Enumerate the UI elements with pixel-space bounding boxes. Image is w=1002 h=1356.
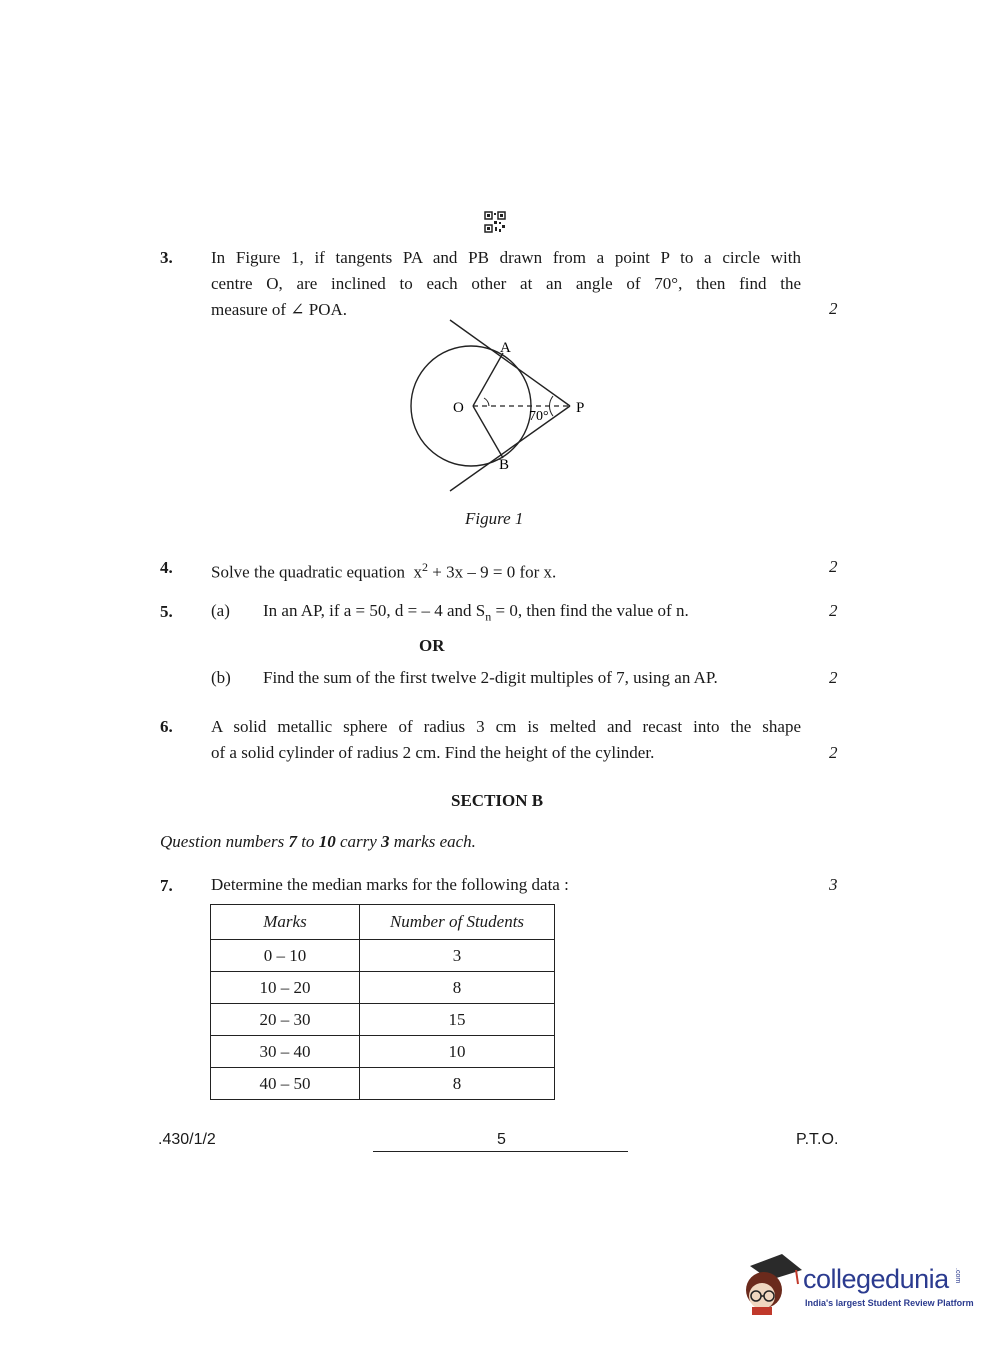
table-cell: 3 — [360, 940, 555, 972]
instructions-bold: 3 — [381, 832, 390, 851]
question-number: 6. — [160, 717, 173, 736]
table-cell: 8 — [360, 972, 555, 1004]
radius-oa — [473, 353, 503, 406]
question-6-line-1: A solid metallic sphere of radius 3 cm is melted and recast into the shape — [211, 717, 801, 736]
equation-x: x — [413, 562, 423, 582]
table-cell: 40 – 50 — [211, 1068, 360, 1100]
question-5a-marks: 2 — [829, 601, 838, 620]
table-cell: 30 – 40 — [211, 1036, 360, 1068]
collegedunia-mascot-logo — [742, 1250, 804, 1320]
section-title: SECTION B — [451, 791, 544, 810]
section-instructions — [160, 832, 476, 852]
question-number: 3. — [160, 248, 173, 267]
question-3-marks: 2 — [829, 299, 838, 318]
question-number: 5. — [160, 602, 173, 621]
angle-arc-p — [549, 396, 553, 416]
question-5a-text-2: = 0, then find the value of n. — [491, 601, 689, 620]
question-4-marks: 2 — [829, 557, 838, 576]
table-header-row — [211, 905, 555, 940]
equation-exponent: 2 — [422, 560, 429, 574]
question-3-line-1: In Figure 1, if tangents PA and PB drawn from a point P to a circle with — [211, 248, 801, 267]
question-number: 7. — [160, 876, 173, 895]
label-o: O — [453, 400, 464, 416]
page-number: 5 — [497, 1131, 506, 1148]
radius-ob — [473, 406, 503, 458]
question-3-line-2: centre O, are inclined to each other at an angle of 70°, then find the — [211, 274, 801, 293]
question-7-marks: 3 — [829, 875, 838, 894]
question-7-text: Determine the median marks for the following data : — [211, 875, 569, 894]
instructions-bold: 10 — [318, 832, 336, 851]
part-a-label: (a) — [211, 601, 230, 620]
question-5b-text: Find the sum of the first twelve 2-digit multiples of 7, using an AP. — [263, 668, 718, 687]
or-separator: OR — [419, 636, 445, 655]
angle-label: 70° — [529, 409, 549, 424]
table-header: Number of Students — [360, 905, 555, 940]
question-number: 4. — [160, 558, 173, 577]
angle-arc-o — [484, 398, 489, 406]
instructions-part: carry — [335, 832, 382, 851]
instructions-part: marks each. — [389, 832, 476, 851]
table-row — [211, 1068, 555, 1100]
table-cell: 8 — [360, 1068, 555, 1100]
question-4-prefix: Solve the quadratic equation — [211, 562, 406, 582]
footer-rule — [373, 1151, 628, 1152]
label-a: A — [500, 340, 511, 356]
qr-code-icon — [484, 211, 506, 233]
instructions-part: to — [296, 832, 319, 851]
question-4-text — [211, 554, 556, 586]
brand-tagline: India's largest Student Review Platform — [805, 1298, 974, 1308]
question-5a-text-1: In an AP, if a = 50, d = – 4 and S — [263, 601, 486, 620]
brand-name: collegedunia — [803, 1264, 949, 1294]
pto-label: P.T.O. — [796, 1131, 839, 1148]
label-p: P — [576, 400, 585, 416]
table-header: Marks — [211, 905, 360, 940]
table-cell: 0 – 10 — [211, 940, 360, 972]
paper-code: .430/1/2 — [158, 1131, 216, 1148]
table-row — [211, 1036, 555, 1068]
table-cell: 10 — [360, 1036, 555, 1068]
question-5a-text — [263, 598, 689, 629]
question-5b-marks: 2 — [829, 668, 838, 687]
question-6-marks: 2 — [829, 743, 838, 762]
table-cell: 15 — [360, 1004, 555, 1036]
table-cell: 20 – 30 — [211, 1004, 360, 1036]
question-6-line-2: of a solid cylinder of radius 2 cm. Find the height of the cylinder. — [211, 743, 655, 762]
part-b-label: (b) — [211, 668, 231, 687]
table-row — [211, 972, 555, 1004]
figure-caption: Figure 1 — [465, 509, 524, 528]
question-3-line-3: measure of ∠ POA. — [211, 300, 348, 319]
table-cell: 10 – 20 — [211, 972, 360, 1004]
data-table — [210, 904, 555, 1100]
figure-1-diagram — [400, 318, 600, 496]
question-6-text — [211, 714, 801, 766]
instructions-part: Question numbers — [160, 832, 289, 851]
equation-rest: + 3x – 9 = 0 for x. — [428, 562, 557, 582]
tangent-pa — [450, 320, 570, 406]
tangent-pb — [450, 406, 570, 491]
table-row — [211, 1004, 555, 1036]
question-3-text — [211, 245, 801, 323]
subscript-n: n — [485, 609, 492, 624]
brand-dotcom: .com — [954, 1268, 961, 1284]
table-row — [211, 940, 555, 972]
label-b: B — [499, 457, 510, 473]
instructions-bold: 7 — [288, 832, 297, 851]
